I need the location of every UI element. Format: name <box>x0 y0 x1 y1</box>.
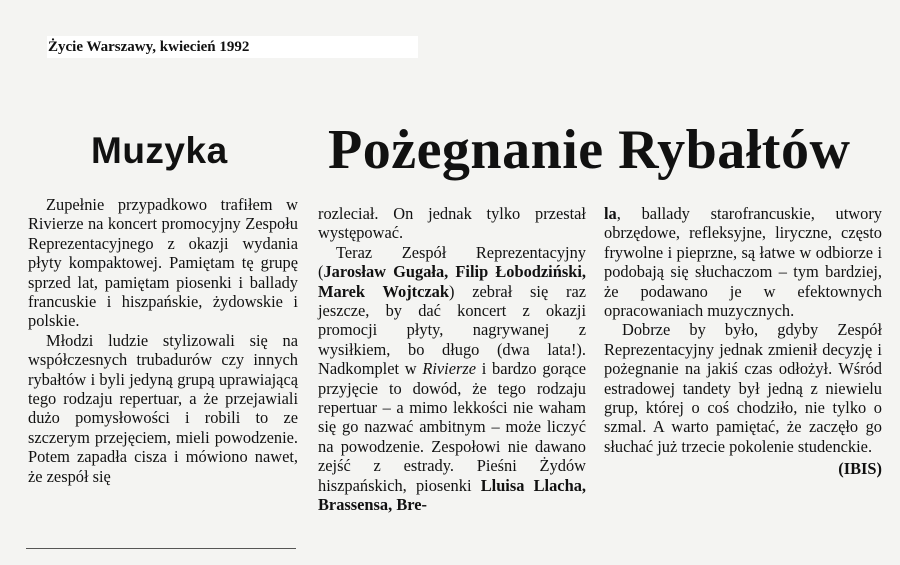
source-line: Życie Warszawy, kwiecień 1992 <box>47 36 418 58</box>
text-run: , ballady starofrancuskie, utwory obrzędowe, refleksyjne, liryczne, często frywolne i pieprzne, są łatwe w odbiorze i podobają się słuchaczom – tym bardziej, że podawano je w efektownych opracowaniach muzycznych. <box>604 204 882 321</box>
artist-names: Lluisa Llacha, Brassensa, Bre- <box>318 475 586 515</box>
divider-line <box>26 548 296 549</box>
paragraph <box>318 243 586 515</box>
paragraph: Zupełnie przypadkowo trafiłem w Rivierze na koncert promocyjny Zespołu Reprezentacyjnego z okazji wydania płyty kompaktowej. Pamiętam tę grupę sprzed lat, pamiętam piosenki i ballady francuskie i hiszpańskie, żydowskie i polskie. <box>28 195 298 331</box>
section-title: Muzyka <box>91 130 228 171</box>
article-column-1 <box>28 195 298 486</box>
paragraph <box>604 204 882 320</box>
artist-name-end: la <box>604 204 617 223</box>
paragraph: Młodzi ludzie stylizowali się na współczesnych trubadurów czy innych rybałtów i byli jedyną grupą uprawiającą tego rodzaju repertuar, a że przejawiali dużo pomysłowości i robili to ze szczerym przejęciem, mieli powodzenie. Potem zapadła cisza i mówiono nawet, że zespół się <box>28 330 298 486</box>
author-signature: (IBIS) <box>838 459 882 479</box>
paragraph: rozleciał. On jednak tylko przestał występować. <box>318 204 586 243</box>
text-run: ) zebrał się raz jeszcze, by dać koncert z okazji promocji płyty, nagrywanej z wysiłkiem, bo długo (dwa lata!). Nadkomplet w <box>318 281 587 379</box>
article-column-3 <box>604 204 882 479</box>
paragraph: Dobrze by było, gdyby Zespół Reprezentacyjny jednak zmienił decyzję i pożegnanie na jakiś czas odłożył. Wśród estradowej tandety był jedną z niewielu grup, której o coś chodziło, nie tylko o szmal. A warto pamiętać, że zaczęło go słuchać już trzecie pokolenie studenckie. <box>604 320 882 456</box>
venue-name: Rivierze <box>422 359 477 379</box>
text-run: Teraz Zespół Reprezentacyjny ( <box>318 242 586 282</box>
article-headline: Pożegnanie Rybałtów <box>328 119 851 181</box>
article-column-2 <box>318 204 586 515</box>
band-members: Jarosław Gugała, Filip Łobodziński, Marek Wojtczak <box>318 262 586 301</box>
text-run: i bardzo gorące przyjęcie to dowód, że tego rodzaju repertuar – a mimo lekkości nie waham się go nazwać ambitnym – może liczyć na powodzenie. Zespołowi nie dawano zejść z estrady. Pieśni Żydów hiszpańskich, piosenki <box>318 359 586 495</box>
